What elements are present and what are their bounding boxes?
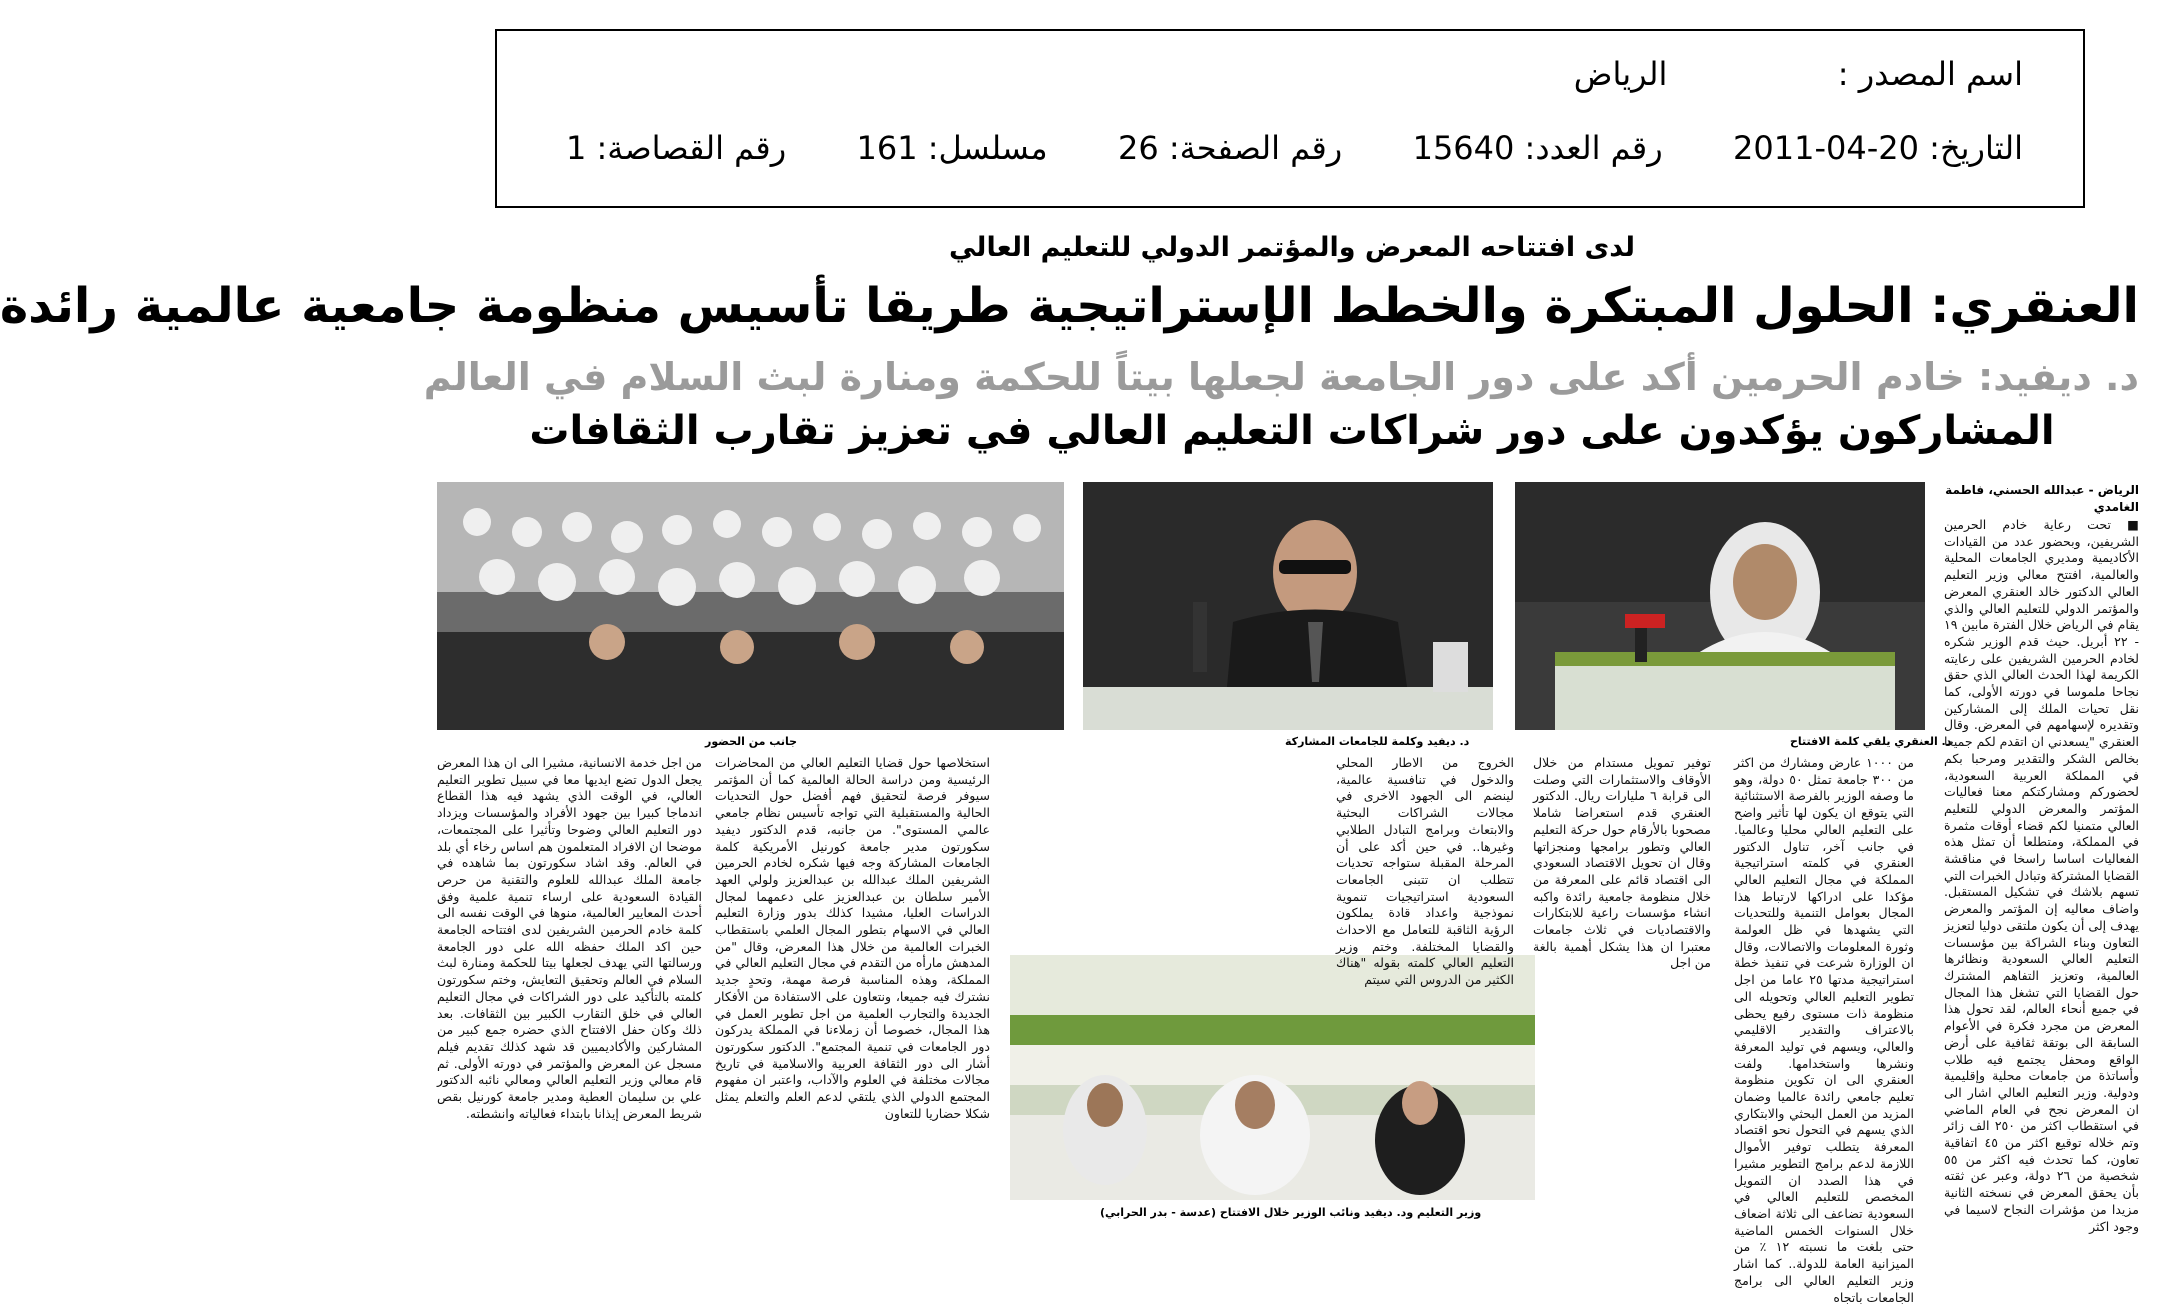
column-text: توفير تمويل مستدام من خلال الأوقاف والاستثمارات التي وصلت الى قرابة ٦ مليارات ريال. الدكتور العنقري قدم استعراضا شاملا مصحوبا بالأرقام حول حركة التعليم العالي وتطور برامجها ومنجزاتها وقال ان تحويل الاقتصاد السعودي الى اقتصاد قائم على المعرفة من خلال منظومة جامعية رائدة واكبه انشاء مؤسسات راعية للابتكارات والاقتصاديات في ثلاث جامعات معتبرا ان هذا يشكل أهمية بالغة من اجل [1533,755,1711,971]
column-text: استخلاصها حول قضايا التعليم العالي من المحاضرات الرئيسية ومن دراسة الحالة العالمية كما أن المؤتمر سيوفر فرصة لتحقيق فهم أفضل حول التحديات الحالية والمستقبلية التي تواجه تأسيس نظام جامعي عالمي المستوى". من جانبه، قدم الدكتور ديفيد سكورتون مدير جامعة كورنيل الأمريكية كلمة الجامعات المشاركة وجه فيها شكره لخادم الحرمين الشريفين الملك عبدالله بن عبدالعزيز ولولي العهد الأمير سلطان بن عبدالعزيز على دعمهما لمجال الدراسات العليا، مشيدا كذلك بدور وزارة التعليم العالي في الاسهام بتطور المجال العلمي باستقطاب الخبرات العالمية من خلال هذا المعرض، وقال "من المدهش مارأه من التقدم في مجال التعليم العالي في المملكة، وهذه المناسبة فرصة مهمة، وتحدٍ جديد نشترك فيه جميعا، ونتعاون على الاستفادة من الأفكار الجديدة والتجارب العلمية من اجل تطوير العمل في هذا المجال، خصوصا أن زملاءنا في المملكة يدركون دور الجامعات في تنمية المجتمع". الدكتور سكورتون أشار الى دور الثقافة العربية والاسلامية في تاريخ مجالات مختلفة في العلوم والآداب، واعتبر ان مفهوم المجتمع الدولي الذي يلتقي لدعم العلم والتعلم يمثل شكلا حضاريا للتعاون [715,755,990,1121]
speaker-photo [1083,482,1493,730]
panel-photo [1010,955,1535,1200]
photo-caption-4: وزير التعليم ود. ديفيد ونائب الوزير خلال الافتتاح (عدسة - بدر الحرابي) [1100,1206,1482,1219]
article-column-6 [437,755,702,1237]
article-byline: الرياض - عبدالله الحسني، فاطمة الغامدي [1945,483,2139,514]
audience-photo [437,482,1064,730]
clipping-metadata-box [495,29,2085,208]
article-column-5 [715,755,990,1237]
source-line [1574,55,2023,93]
issue-field: رقم العدد: 15640 [1412,129,1663,167]
column-text: من اجل خدمة الانسانية، مشيرا الى ان هذا المعرض يجعل الدول تضع ايديها معا في سبيل تطوير التعليم العالي، في الوقت الذي يشهد فيه هذا القطاع اندماجا كبيرا بين جهود الأفراد والمؤسسات ويزداد دور التعليم العالي وضوحا وتأثيرا على المجتمعات، موضحا ان الافراد المتعلمون هم اساس رخاء أي بلد في العالم. وقد اشاد سكورتون بما شاهده في جامعة الملك عبدالله للعلوم والتقنية من حرص القيادة السعودية على ارساء تنمية علمية وفق أحدث المعايير العالمية، منوها في الوقت نفسه الى كلمة خادم الحرمين الشريفين لدى افتتاحه الجامعة حين اكد الملك حفظه الله على دور الجامعة ورسالتها التي يهدف لجعلها بيتا للحكمة ومنارة لبث السلام في العالم وتحقيق التعايش، وختم سكورتون كلمته بالتأكيد على دور الشراكات في مجال التعليم العالي في خلق التقارب الكبير بين الثقافات. بعد ذلك وكان حفل الافتتاح الذي حضره جمع كبير من المشاركين والأكاديميين قد شهد كذلك تقديم فيلم مسجل عن المعرض والمؤتمر في دورته الأولى. ثم قام معالي وزير التعليم العالي ومعالي نائبه الدكتور علي بن سليمان العطية ومدير جامعة كورنيل بقص شريط المعرض إيذانا بابتداء فعالياته وانشطته. [437,755,702,1121]
column-text: الخروج من الاطار المحلي والدخول في تنافسية عالمية، لينضم الى الجهود الاخرى في مجالات الشراكات البحثية والابتعاث وبرامج التبادل الطلابي وغيرها.. في حين أكد على أن المرحلة المقبلة ستواجه تحديات تتطلب ان تتبنى الجامعات السعودية استراتيجيات تنموية نموذجية واعداد قادة يملكون الرؤية الثاقبة للتعامل مع الاحداث والقضايا المختلفة. وختم وزير التعليم العالي كلمته بقوله "هناك الكثير من الدروس التي سيتم [1336,755,1514,988]
photo-caption-1: د. العنقري يلقي كلمة الافتتاح [1790,735,1952,748]
article-subhead: د. ديفيد: خادم الحرمين أكد على دور الجامعة لجعلها بيتاً للحكمة ومنارة لبث السلام في العالم [423,355,2139,399]
article-column-1 [1944,517,2139,1237]
clip-field: رقم القصاصة: 1 [565,129,787,167]
photo-caption-3: جانب من الحضور [705,735,798,748]
article-column-4 [1336,755,1514,988]
column-text: من ١٠٠٠ عارض ومشارك من اكثر من ٣٠٠ جامعة تمثل ٥٠ دولة، وهو ما وصفه الوزير بالفرصة الاستثنائية التي يتوقع ان يكون لها تأثير واضح على التعليم العالي محليا وعالميا. في جانب آخر، تناول الدكتور العنقري في كلمته استراتيجية المملكة في مجال التعليم العالي مؤكدا على ادراكها لارتباط هذا المجال بعوامل التنمية وللتحديات التي يشهدها في ظل العولمة وثورة المعلومات والاتصالات، وقال ان الوزارة شرعت في تنفيذ خطة استراتيجية مدتها ٢٥ عاما من اجل تطوير التعليم العالي وتحويله الى منظومة ذات مستوى رفيع يحظى بالاعتراف والتقدير الاقليمي والعالي، ويسهم في توليد المعرفة ونشرها واستخدامها. ولفت العنقري الى ان تكوين منظومة تعليم جامعي رائدة عالميا وضمان المزيد من العمل البحثي والابتكاري الذي يسهم في التحول نحو اقتصاد المعرفة يتطلب توفير الأموال اللازمة لدعم برامج التطوير مشيرا في هذا الصدد ان التمويل المخصص للتعليم العالي في السعودية تضاعف الى ثلاثة اضعاف خلال السنوات الخمس الماضية حتى بلغت ما نسبته ١٢ ٪ من الميزانية العامة للدولة.. كما اشار وزير التعليم العالي الى برامج الجامعات باتجاه [1734,755,1914,1305]
source-value: الرياض [1573,55,1668,93]
page-field: رقم الصفحة: 26 [1117,129,1343,167]
column-text: ■ تحت رعاية خادم الحرمين الشريفين، وبحضور عدد من القيادات الأكاديمية ومديري الجامعات المحلية والعالمية، افتتح معالي وزير التعليم العالي الدكتور خالد العنقري المعرض والمؤتمر الدولي للتعليم العالي والذي يقام في الرياض خلال الفترة مابين ١٩ - ٢٢ أبريل. حيث قدم الوزير شكره لخادم الحرمين الشريفين على رعايته الكريمة لهذا الحدث العالي الذي حقق نجاحا ملموسا في دورته الأولى، كما نقل تحيات الملك إلى المشاركين وتقديره لإسهامهم في المعرض. وقال العنقري "يسعدني ان اتقدم لكم جميعا بخالص الشكر والتقدير ومرحبا بكم في المملكة العربية السعودية، لحضوركم ومشاركتكم معنا فعاليات المؤتمر والمعرض الدولي للتعليم العالي متمنيا لكم قضاء أوقات مثمرة في المملكة، ومتطلعا أن تمثل هذه الفعاليات اساسا راسخا في مناقشة القضايا المشتركة وتبادل الخبرات التي تسهم بلاشك في تشكيل المستقبل. واضاف معاليه إن المؤتمر والمعرض يهدف إلى أن يكون ملتقى دوليا لتعزيز التعاون وبناء الشراكة بين مؤسسات التعليم العالي السعودية ونظائرها العالمية، وتعزيز التفاهم المشترك حول القضايا التي تشغل هذا المجال في جميع أنحاء العالم، لقد تحول هذا المعرض من مجرد فكرة في الأعوام السابقة الى بوتقة ثقافية على أرض الواقع ومحفل يجتمع فيه طلاب وأساتذة من جامعات محلية وإقليمية ودولية. وزير التعليم العالي اشار الى ان المعرض نجح في العام الماضي في استقطاب اكثر من ٢٥٠ الف زائر وتم خلاله توقيع اكثر من ٤٥ اتفاقية تعاون، كما تحدث فيه اكثر من ٥٥ شخصية من ٢٦ دولة، وعبر عن ثقته بأن يحقق المعرض في نسخته الثانية مزيدا من مؤشرات النجاح لاسيما في وجود اكثر [1944,517,2139,1234]
article-column-3 [1533,755,1711,971]
article-subhead-2: المشاركون يؤكدون على دور شراكات التعليم العالي في تعزيز تقارب الثقافات [529,408,2055,454]
speaker-photo [1515,482,1925,730]
article-kicker: لدى افتتاحه المعرض والمؤتمر الدولي للتعليم العالي [948,232,1635,263]
date-field: التاريخ: 20-04-2011 [1733,129,2023,167]
serial-field: مسلسل: 161 [856,129,1048,167]
article-column-2 [1734,755,1914,1305]
photo-caption-2: د. ديفيد وكلمة للجامعات المشاركة [1285,735,1470,748]
article-headline: العنقري: الحلول المبتكرة والخطط الإستراتيجية طريقا تأسيس منظومة جامعية عالمية رائدة [0,278,2139,334]
source-label: اسم المصدر : [1837,55,2023,93]
issue-line [566,129,2023,167]
